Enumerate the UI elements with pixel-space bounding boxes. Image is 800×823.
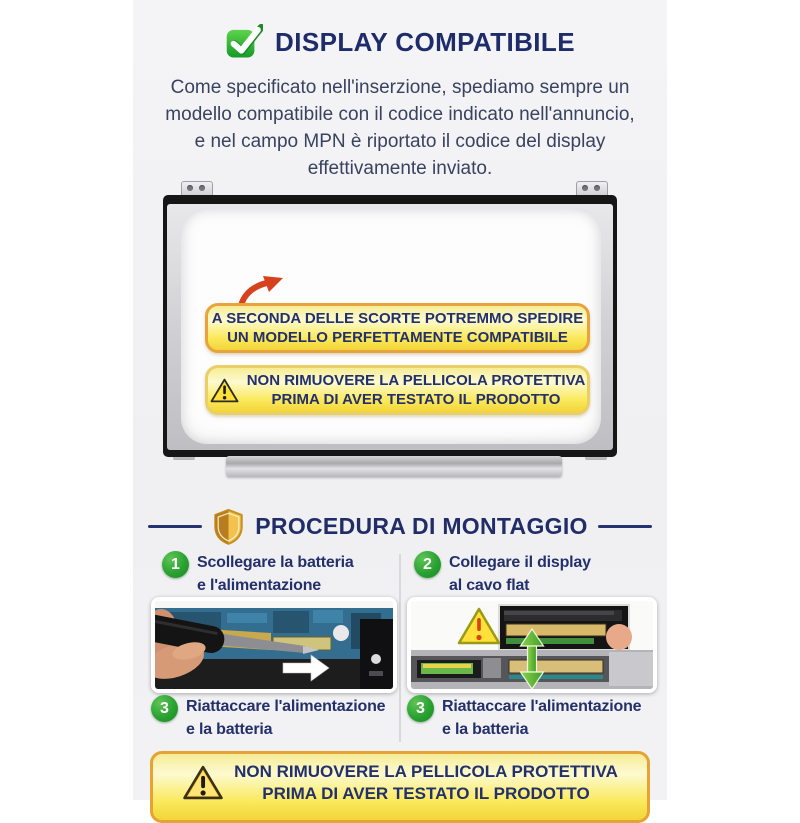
step-1 [162,551,354,597]
step-number-badge: 3 [151,695,178,722]
banner-line: NON RIMUOVERE LA PELLICOLA PROTETTIVA [246,372,586,389]
motherboard-photo-art [155,601,393,689]
procedure-title: PROCEDURA DI MONTAGGIO [255,513,588,539]
step-3-left [151,695,385,741]
procedure-header [148,508,652,545]
step-text: e la batteria [186,721,273,738]
flat-cable [509,660,603,673]
warning-triangle-icon [182,764,224,801]
shield-icon [212,508,245,545]
step-number-badge: 2 [414,551,441,578]
banner-line: NON RIMUOVERE LA PELLICOLA PROTETTIVA [234,762,618,781]
intro-line: modello compatibile con il codice indicato nell'annuncio, [165,104,635,125]
warning-triangle-icon [210,377,239,404]
page-title: DISPLAY COMPATIBILE [275,26,575,57]
header [133,24,667,60]
screw-hole [594,185,600,191]
step-text: al cavo flat [449,577,530,594]
banner-line: PRIMA DI AVER TESTATO IL PRODOTTO [271,391,561,408]
fingertip [606,624,632,650]
column-divider [399,554,401,742]
lcd-panel-figure [163,181,617,481]
step-2 [414,551,591,597]
screw-hole [582,185,588,191]
divider-line [598,525,652,528]
stock-warning-banner [205,303,590,353]
screw-hole [187,185,193,191]
footer-warning-banner [150,751,650,823]
divider-line [148,525,202,528]
panel-foil-strip [226,456,562,477]
intro-line: e nel campo MPN è riportato il codice del display [194,131,606,152]
banner-line: UN MODELLO PERFETTAMENTE COMPATIBILE [227,329,568,346]
connect-flat-cable-photo [407,597,657,693]
step-number-badge: 3 [407,695,434,722]
banner-line: A SECONDA DELLE SCORTE POTREMMO SPEDIRE [211,310,584,327]
intro-line: Come specificato nell'inserzione, spediamo sempre un [170,77,630,98]
check-badge-icon [225,24,263,60]
intro-paragraph [140,74,660,182]
inset-connector-photo [499,605,632,650]
step-text: e l'alimentazione [197,577,321,594]
banner-line: PRIMA DI AVER TESTATO IL PRODOTTO [262,784,590,803]
step-text: Riattaccare l'alimentazione [442,698,642,715]
step-text: Collegare il display [449,554,591,571]
intro-line: effettivamente inviato. [307,158,493,179]
step-3-right [407,695,641,741]
disconnect-battery-photo [151,597,397,693]
step-number-badge: 1 [162,551,189,578]
step-text: e la batteria [442,721,529,738]
film-warning-banner [205,365,590,415]
step-text: Scollegare la batteria [197,554,354,571]
step-text: Riattaccare l'alimentazione [186,698,386,715]
flat-cable-photo-art [411,601,653,689]
screw-hole [199,185,205,191]
